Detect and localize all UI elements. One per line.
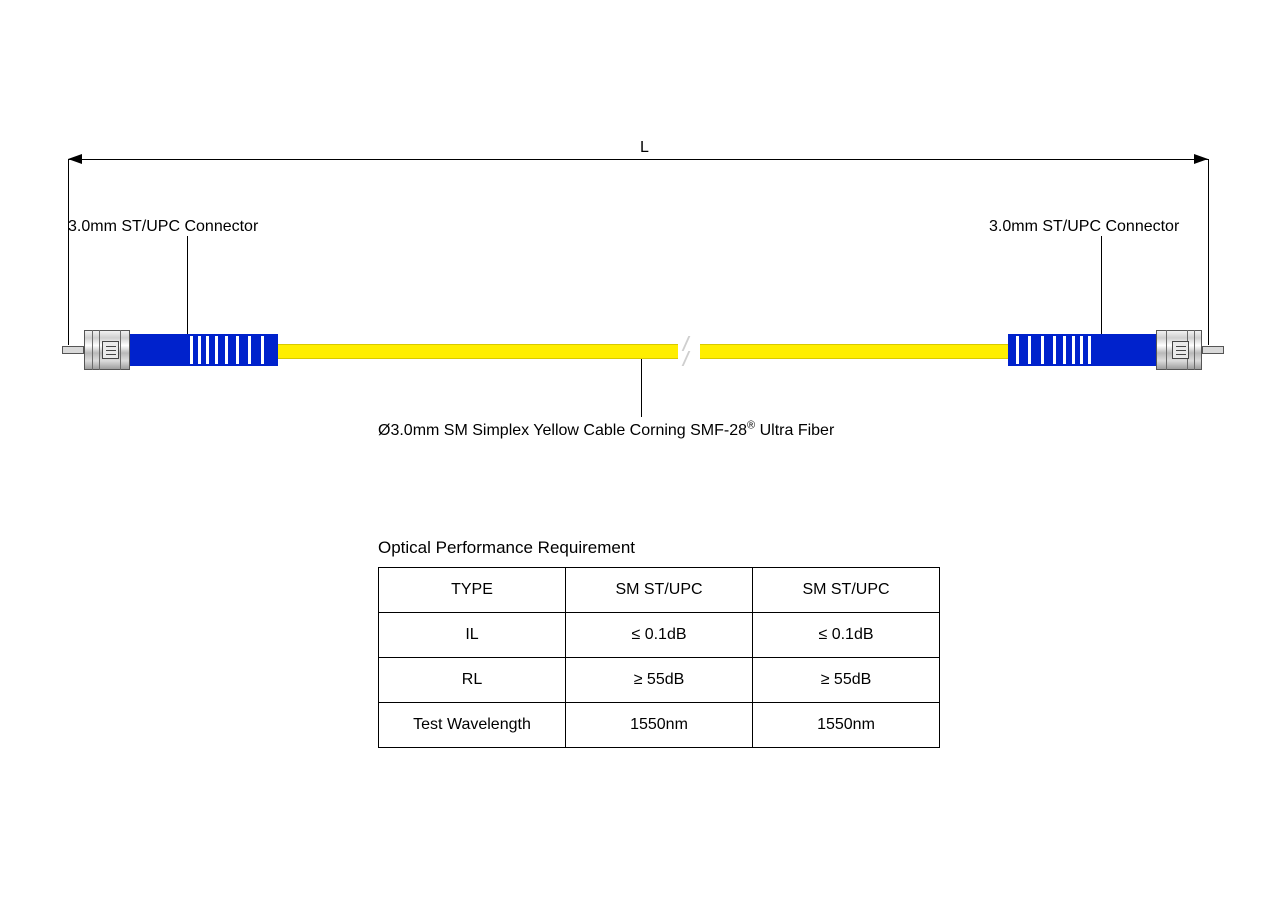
cable-break-symbol-icon <box>678 335 700 367</box>
leader-line-right-connector <box>1101 236 1102 346</box>
optical-performance-table <box>378 567 940 748</box>
left-boot-rib <box>215 336 218 364</box>
left-boot-rib <box>236 336 239 364</box>
right-ferrule-key-icon <box>1172 341 1189 359</box>
label-cable <box>378 421 834 440</box>
left-connector-tip <box>62 346 84 354</box>
right-connector-tip <box>1202 346 1224 354</box>
label-cable-main: Ø3.0mm SM Simplex Yellow Cable Corning SMF-28 <box>378 422 748 439</box>
right-boot-rib <box>1053 336 1056 364</box>
left-boot-rib <box>261 336 264 364</box>
right-boot-rib <box>1041 336 1044 364</box>
dimension-label: L <box>640 139 649 156</box>
table-cell: SM ST/UPC <box>566 568 753 613</box>
table-cell: ≤ 0.1dB <box>753 613 940 658</box>
left-boot-rib <box>190 336 193 364</box>
table-cell: ≥ 55dB <box>753 658 940 703</box>
label-cable-registered-mark: ® <box>747 419 756 432</box>
left-ferrule-key-icon <box>102 341 119 359</box>
table-cell: TYPE <box>379 568 566 613</box>
dimension-arrow-right-icon <box>1194 154 1208 164</box>
left-boot-rib <box>206 336 209 364</box>
label-left-connector: 3.0mm ST/UPC Connector <box>68 218 259 235</box>
right-boot-rib <box>1063 336 1066 364</box>
leader-line-left-connector <box>187 236 188 346</box>
right-boot-rib <box>1080 336 1083 364</box>
table-row <box>379 568 940 613</box>
table-cell: 1550nm <box>566 703 753 748</box>
left-ferrule-ring <box>120 330 121 370</box>
dimension-arrow-left-icon <box>68 154 82 164</box>
table-cell: IL <box>379 613 566 658</box>
label-right-connector: 3.0mm ST/UPC Connector <box>989 218 1180 235</box>
table-cell: 1550nm <box>753 703 940 748</box>
left-boot-rib <box>225 336 228 364</box>
dimension-extension-line-left <box>68 159 69 345</box>
left-connector-boot <box>130 334 278 366</box>
fiber-cable-body <box>270 344 1015 359</box>
dimension-line <box>68 159 1208 160</box>
label-cable-tail: Ultra Fiber <box>755 422 835 439</box>
table-cell: Test Wavelength <box>379 703 566 748</box>
left-boot-rib <box>248 336 251 364</box>
table-row <box>379 658 940 703</box>
right-ferrule-ring <box>1166 330 1167 370</box>
right-ferrule-ring <box>1194 330 1195 370</box>
table-cell: RL <box>379 658 566 703</box>
right-boot-rib <box>1016 336 1019 364</box>
left-boot-rib <box>198 336 201 364</box>
right-boot-rib <box>1088 336 1091 364</box>
table-row <box>379 703 940 748</box>
left-ferrule-ring <box>99 330 100 370</box>
table-cell: ≤ 0.1dB <box>566 613 753 658</box>
table-cell: ≥ 55dB <box>566 658 753 703</box>
table-row <box>379 613 940 658</box>
left-ferrule-ring <box>92 330 93 370</box>
table-title: Optical Performance Requirement <box>378 538 636 557</box>
table-cell: SM ST/UPC <box>753 568 940 613</box>
right-boot-rib <box>1028 336 1031 364</box>
right-boot-rib <box>1072 336 1075 364</box>
leader-line-cable <box>641 355 642 417</box>
dimension-extension-line-right <box>1208 159 1209 345</box>
